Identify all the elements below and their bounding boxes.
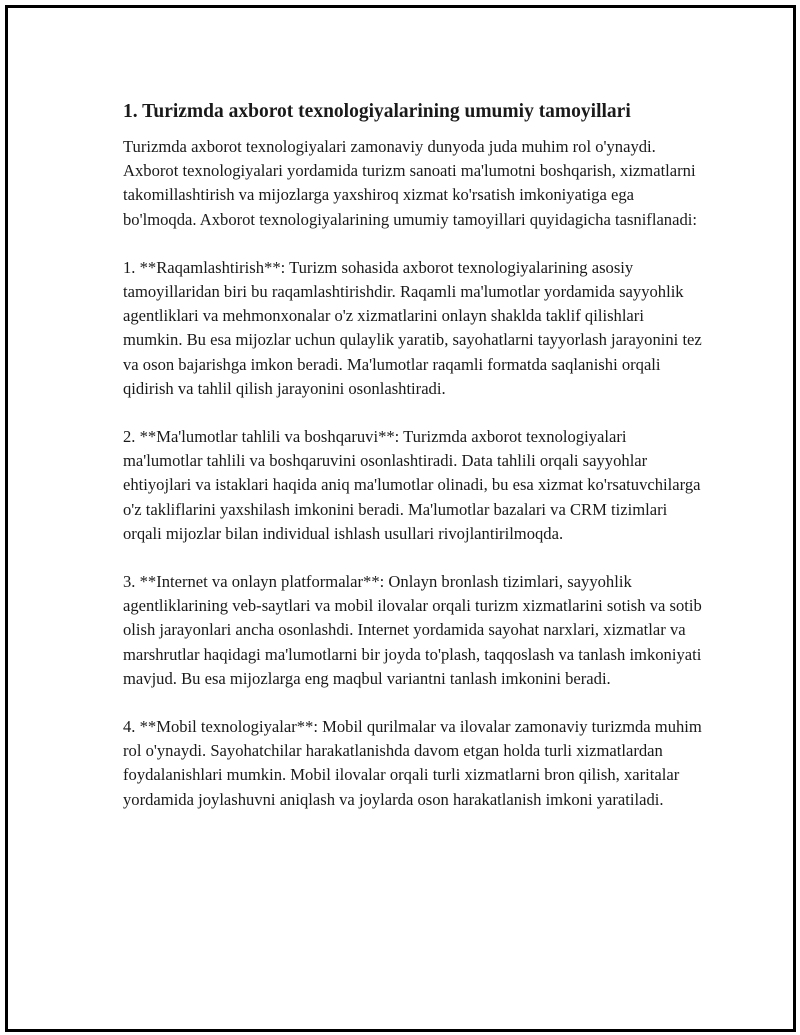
section-title: 1. Turizmda axborot texnologiyalarining umumiy tamoyillari: [123, 101, 631, 122]
digitization-paragraph: 1. **Raqamlashtirish**: Turizm sohasida axborot texnologiyalarining asosiy tamoyillaridan biri bu raqamlashtirishdir. Raqamli ma'lumotlar yordamida sayyohlik agentliklari va mehmonxonalar o'z xizmatlarini onlayn shaklda taklif qilishlari mumkin. Bu esa mijozlar uchun qulaylik yaratib, sayohatlarni tayyorlash jarayonini tez va oson bajarishga imkon beradi. Ma'lumotlar raqamli formatda saqlanishi orqali qidirish va tahlil qilish jarayonini osonlashtiradi.: [123, 257, 702, 398]
mobile-technologies-paragraph: 4. **Mobil texnologiyalar**: Mobil qurilmalar va ilovalar zamonaviy turizmda muhim rol o'ynaydi. Sayohatchilar harakatlanishda davom etgan holda turli xizmatlardan foydalanishlari mumkin. Mobil ilovalar orqali turli xizmatlarni bron qilish, xaritalar yordamida joylashuvni aniqlash va joylarda oson harakatlanish imkoni yaratiladi.: [123, 717, 702, 809]
document-page: [5, 5, 796, 1032]
document-body: [123, 99, 703, 836]
online-platforms-paragraph: 3. **Internet va onlayn platformalar**: Onlayn bronlash tizimlari, sayyohlik agentliklarining veb-saytlari va mobil ilovalar orqali turizm xizmatlarini sotish va sotib olish jarayonlari ancha osonlashdi. Internet yordamida sayohat narxlari, xizmatlar va marshrutlar haqidagi ma'lumotlarni bir joyda to'plash, taqqoslash va tanlash imkoniyati mavjud. Bu esa mijozlarga eng maqbul variantni tanlash imkonini beradi.: [123, 572, 702, 688]
intro-paragraph: Turizmda axborot texnologiyalari zamonaviy dunyoda juda muhim rol o'ynaydi. Axborot texnologiyalari yordamida turizm sanoati ma'lumotni boshqarish, xizmatlarni takomillashtirish va mijozlarga yaxshiroq xizmat ko'rsatish imkoniyatiga ega bo'lmoqda. Axborot texnologiyalarining umumiy tamoyillari quyidagicha tasniflanadi:: [123, 137, 697, 229]
data-analysis-paragraph: 2. **Ma'lumotlar tahlili va boshqaruvi**: Turizmda axborot texnologiyalari ma'lumotlar tahlili va boshqaruvini osonlashtiradi. Data tahlili orqali sayyohlar ehtiyojlari va istaklari haqida aniq ma'lumotlar olinadi, bu esa xizmat ko'rsatuvchilarga o'z takliflarini yaxshilash imkonini beradi. Ma'lumotlar bazalari va CRM tizimlari orqali mijozlar bilan individual ishlash usullari rivojlantirilmoqda.: [123, 427, 701, 543]
